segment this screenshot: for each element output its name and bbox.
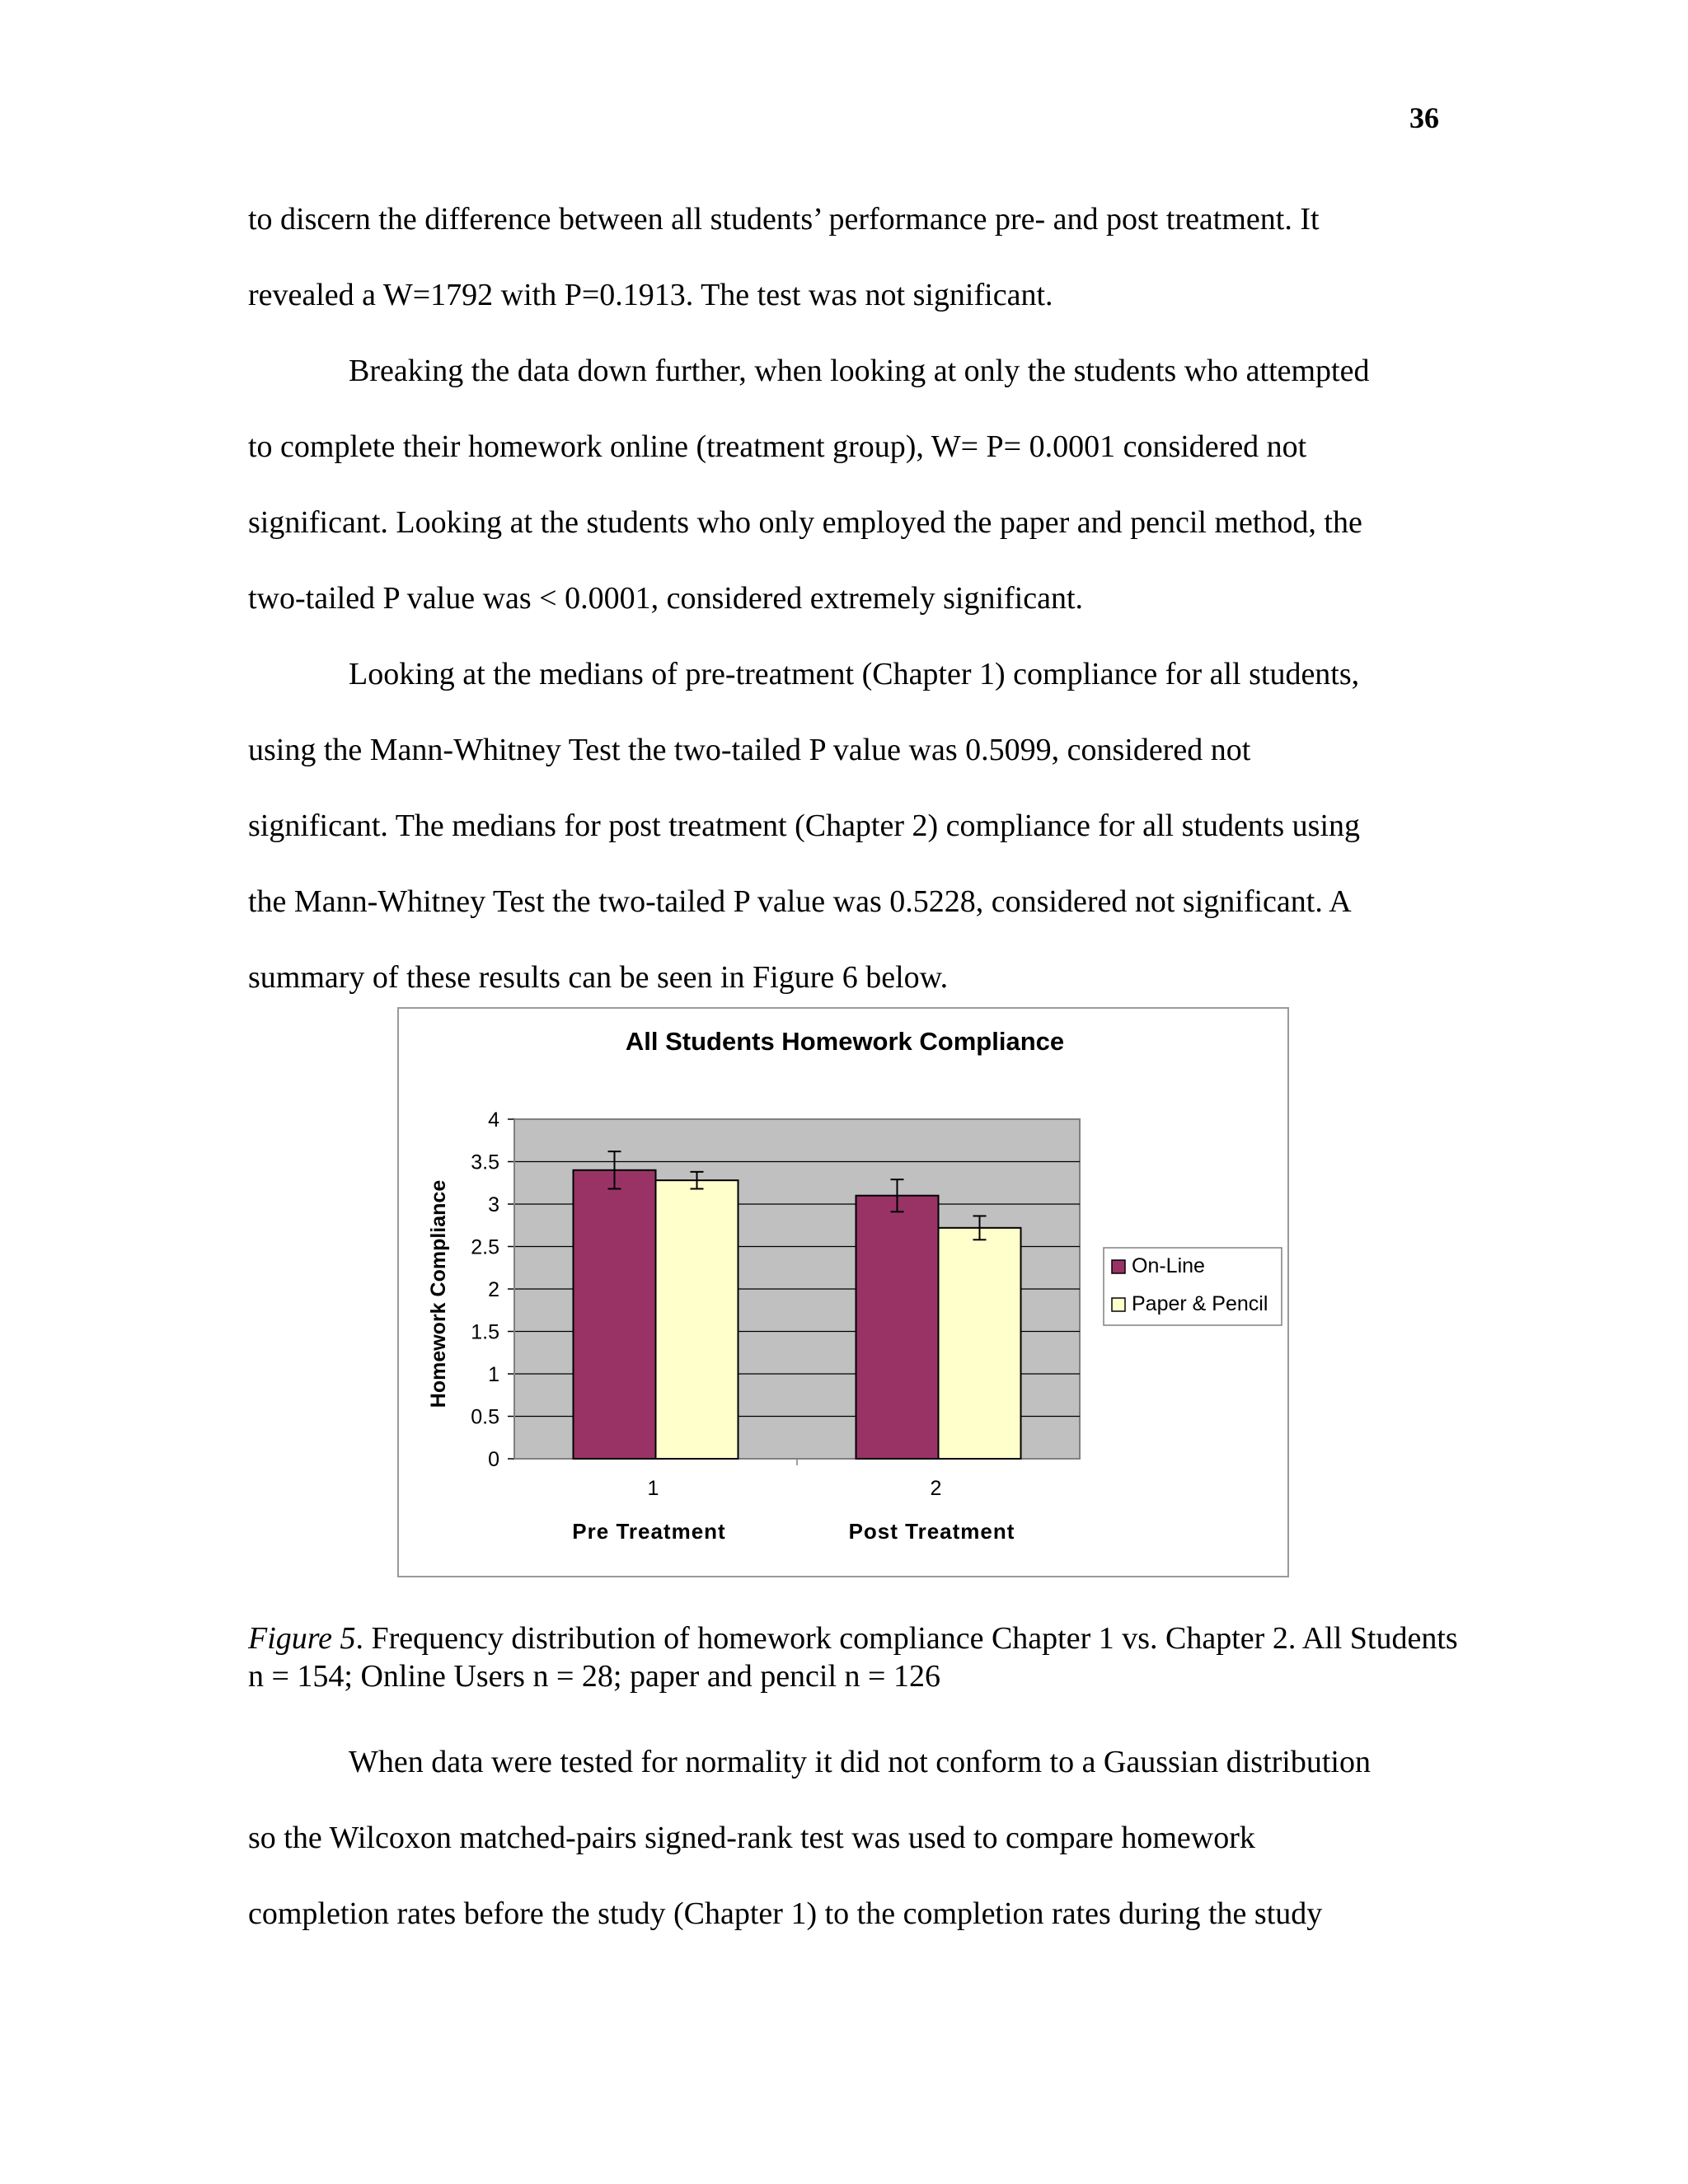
y-tick-label: 2 <box>488 1278 499 1301</box>
bar <box>574 1170 656 1459</box>
paragraph-4 <box>248 1724 1451 1952</box>
bar <box>856 1196 939 1459</box>
chart-title: All Students Homework Compliance <box>625 1027 1065 1056</box>
y-tick-label: 2.5 <box>471 1235 499 1259</box>
legend-label: Paper & Pencil <box>1132 1292 1268 1315</box>
text-line: significant. The medians for post treatment (Chapter 2) compliance for all students using <box>248 808 1360 843</box>
y-tick-label: 3 <box>488 1193 499 1216</box>
text-line: the Mann-Whitney Test the two-tailed P value was 0.5228, considered not significant. A <box>248 884 1352 919</box>
figure-caption-text: . Frequency distribution of homework compliance Chapter 1 vs. Chapter 2. All Students n = 154; Online Users n = 28; paper and pencil n = 126 <box>248 1621 1458 1694</box>
y-axis-title: Homework Compliance <box>427 1179 450 1408</box>
legend-label: On-Line <box>1132 1254 1205 1277</box>
bar <box>656 1180 738 1459</box>
text-line: to discern the difference between all students’ performance pre- and post treatment. It <box>248 202 1320 237</box>
body-text-top <box>248 181 1451 1015</box>
legend-swatch <box>1112 1298 1125 1311</box>
paragraph-1 <box>248 181 1451 333</box>
text-line: Looking at the medians of pre-treatment (Chapter 1) compliance for all students, <box>349 657 1360 691</box>
category-label: Pre Treatment <box>572 1519 726 1544</box>
y-tick-label: 1.5 <box>471 1320 499 1344</box>
legend-swatch <box>1112 1260 1125 1273</box>
text-line: revealed a W=1792 with P=0.1913. The test was not significant. <box>248 278 1053 312</box>
text-line: using the Mann-Whitney Test the two-tailed P value was 0.5099, considered not <box>248 733 1251 767</box>
y-tick-label: 1 <box>488 1363 499 1386</box>
paragraph-2 <box>248 333 1451 636</box>
text-line: Breaking the data down further, when looking at only the students who attempted <box>349 354 1370 388</box>
bar-chart <box>399 1009 1291 1579</box>
text-line: significant. Looking at the students who only employed the paper and pencil method, the <box>248 505 1362 540</box>
text-line: two-tailed P value was < 0.0001, considered extremely significant. <box>248 581 1084 616</box>
bar <box>939 1228 1021 1459</box>
text-line: When data were tested for normality it did not conform to a Gaussian distribution <box>349 1745 1371 1779</box>
y-tick-label: 0.5 <box>471 1405 499 1429</box>
y-tick-label: 3.5 <box>471 1151 499 1174</box>
figure-label: Figure 5 <box>248 1621 356 1656</box>
x-tick-label: 2 <box>930 1477 942 1500</box>
page-number: 36 <box>1409 101 1439 134</box>
x-tick-label: 1 <box>647 1477 659 1500</box>
figure-caption <box>248 1619 1460 1695</box>
text-line: so the Wilcoxon matched-pairs signed-rank test was used to compare homework <box>248 1821 1255 1855</box>
y-tick-label: 0 <box>488 1448 499 1471</box>
paragraph-3 <box>248 636 1451 1015</box>
y-tick-label: 4 <box>488 1108 499 1132</box>
text-line: to complete their homework online (treatment group), W= P= 0.0001 considered not <box>248 429 1307 464</box>
body-text-bottom <box>248 1724 1451 1952</box>
category-label: Post Treatment <box>848 1519 1015 1544</box>
text-line: summary of these results can be seen in Figure 6 below. <box>248 960 949 995</box>
text-line: completion rates before the study (Chapter 1) to the completion rates during the study <box>248 1896 1323 1931</box>
chart-frame <box>397 1007 1289 1577</box>
